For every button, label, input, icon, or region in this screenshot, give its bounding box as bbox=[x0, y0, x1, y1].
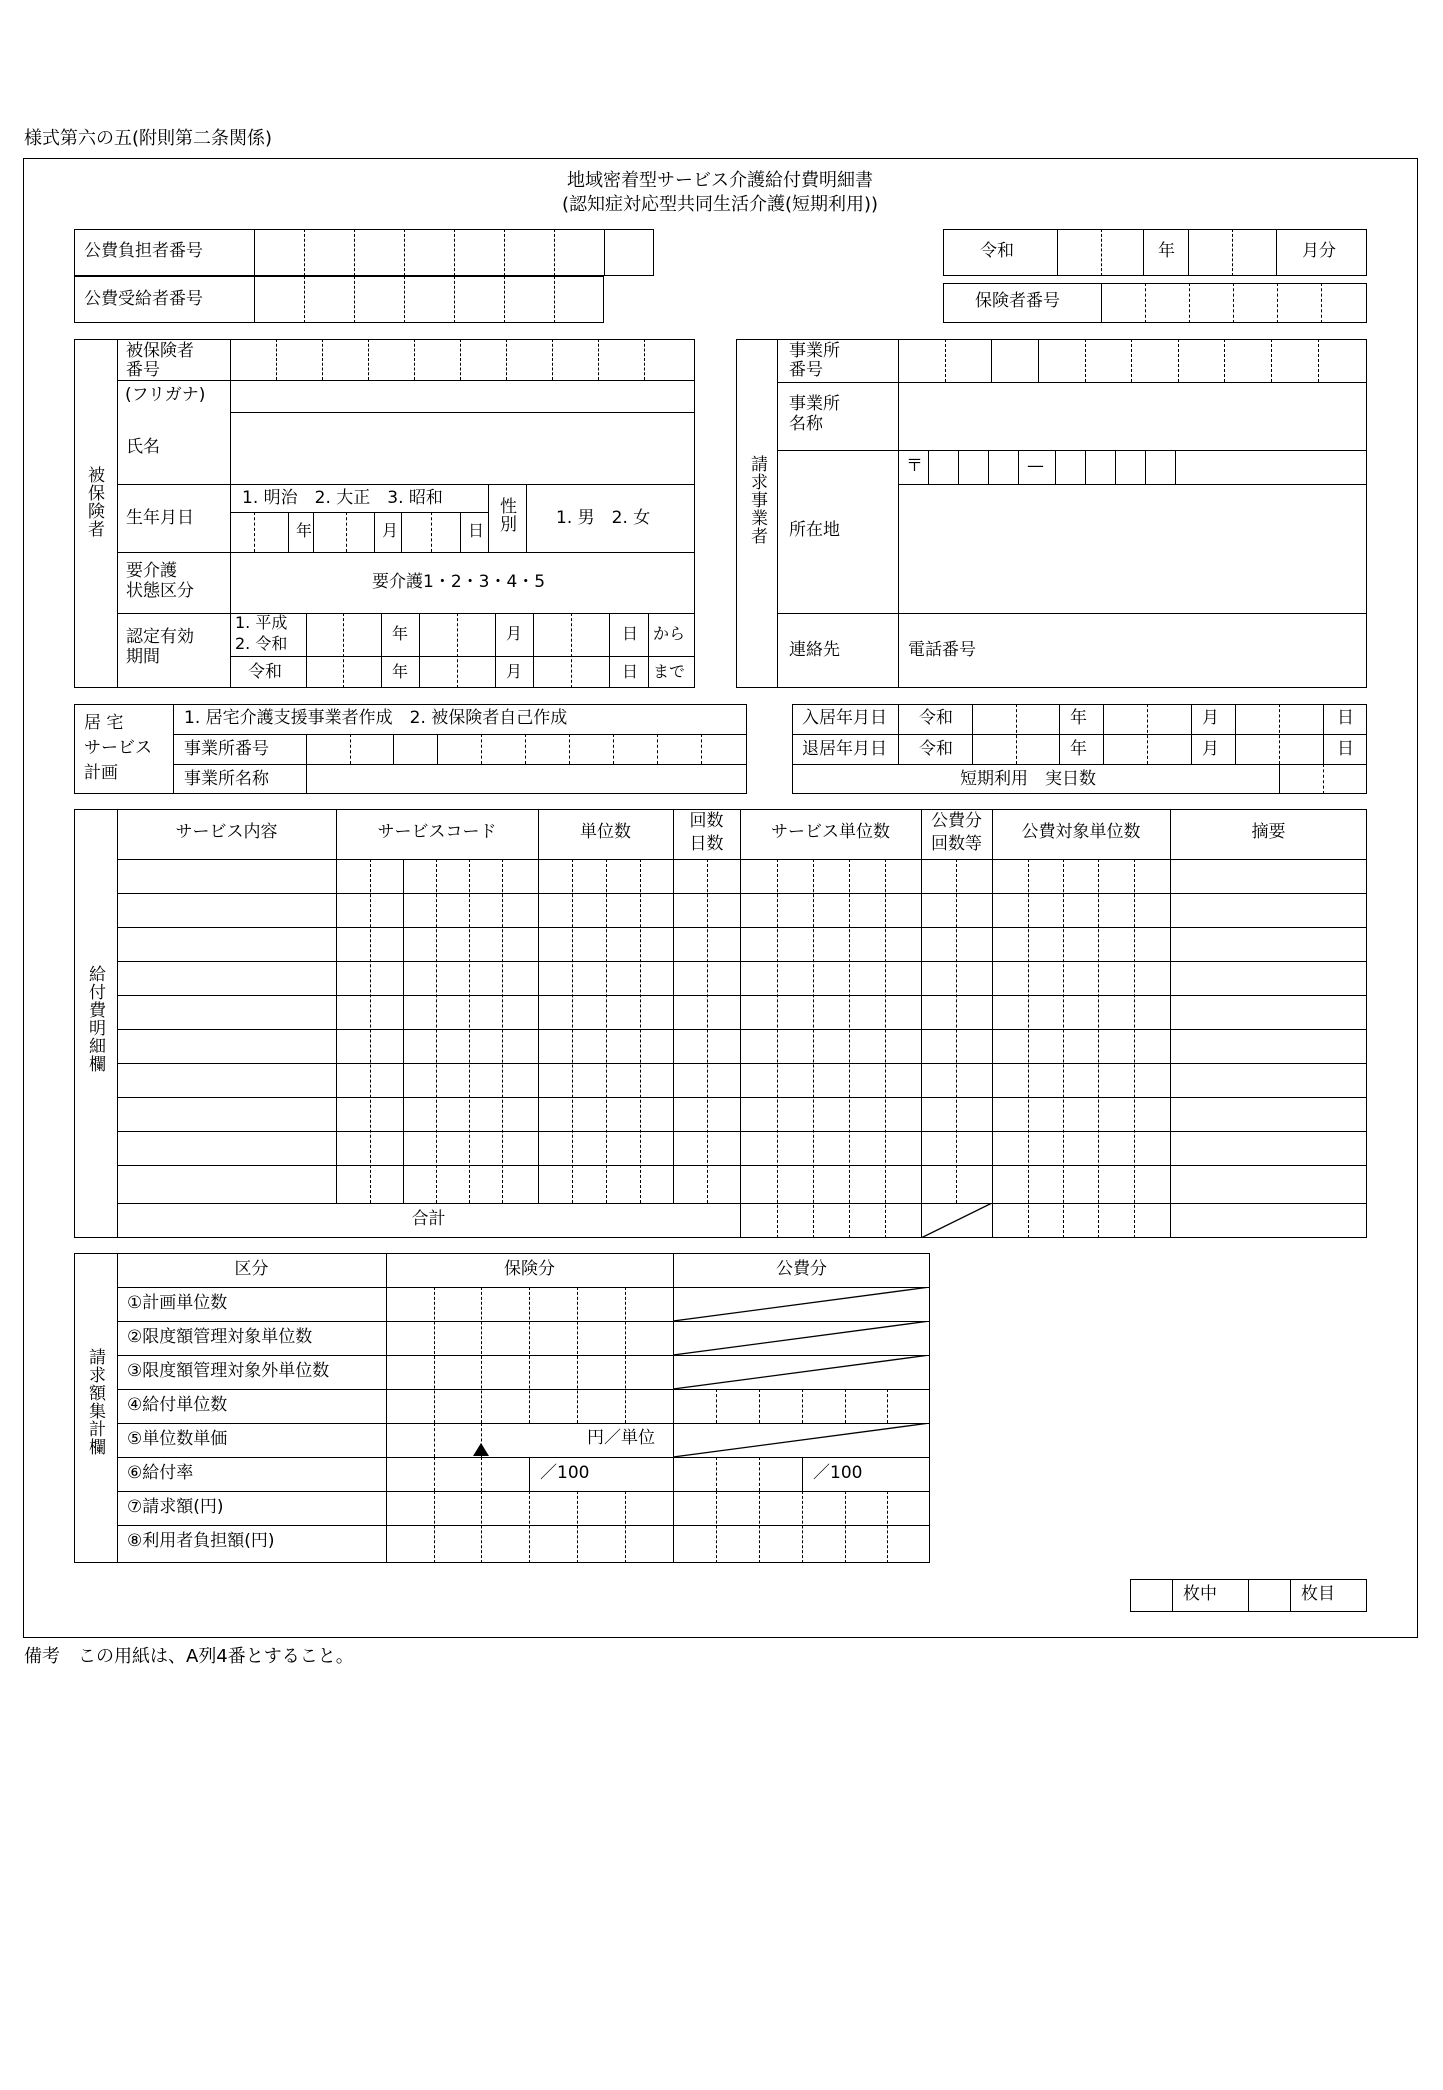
care-plan-label-1: 居 宅 bbox=[84, 713, 124, 733]
form-title: 地域密着型サービス介護給付費明細書 bbox=[567, 170, 873, 191]
care-level-value: 要介護1・2・3・4・5 bbox=[372, 572, 546, 592]
discharge-month-unit: 月 bbox=[1202, 739, 1219, 759]
form-note: 備考 この用紙は、A列4番とすること。 bbox=[24, 1646, 354, 1667]
total-label: 合計 bbox=[411, 1209, 446, 1229]
col-service-units: サービス単位数 bbox=[771, 822, 890, 842]
cert-era-3: 令和 bbox=[248, 662, 282, 682]
contact-label: 連絡先 bbox=[789, 640, 840, 660]
birth-year-unit: 年 bbox=[296, 521, 313, 540]
era-label: 令和 bbox=[980, 241, 1014, 261]
furigana-label: (フリガナ) bbox=[125, 385, 206, 405]
admission-day-unit: 日 bbox=[1337, 708, 1354, 728]
yen-per-unit-label: 円／単位 bbox=[587, 1428, 655, 1448]
billing-col-insurance: 保険分 bbox=[504, 1259, 555, 1279]
cert-from-month-unit: 月 bbox=[506, 624, 523, 643]
gender-label: 性別 bbox=[496, 497, 516, 533]
public-row3-diagonal bbox=[673, 1355, 930, 1389]
gender-options: 1. 男 2. 女 bbox=[556, 508, 651, 528]
public-row2-diagonal bbox=[673, 1321, 930, 1355]
col-times-2: 日数 bbox=[689, 834, 724, 854]
cert-from-day-unit: 日 bbox=[622, 624, 639, 643]
public-row1-diagonal bbox=[673, 1287, 930, 1321]
col-units: 単位数 bbox=[580, 822, 631, 842]
public-rate-per100: ／100 bbox=[813, 1463, 863, 1483]
col-times-1: 回数 bbox=[689, 811, 724, 831]
discharge-era: 令和 bbox=[919, 739, 953, 759]
col-service-content: サービス内容 bbox=[175, 822, 278, 842]
short-term-days-label: 短期利用 実日数 bbox=[960, 769, 1096, 789]
billing-row-label: ④給付単位数 bbox=[127, 1395, 228, 1415]
col-service-code: サービスコード bbox=[377, 822, 497, 842]
postal-dash: — bbox=[1027, 456, 1044, 476]
care-plan-label-2: サービス bbox=[84, 738, 152, 758]
billing-row-label: ①計画単位数 bbox=[127, 1293, 228, 1313]
form-subtitle: (認知症対応型共同生活介護(短期利用)) bbox=[561, 194, 879, 215]
care-level-label-2: 状態区分 bbox=[126, 581, 194, 601]
year-label: 年 bbox=[1158, 241, 1175, 261]
admission-year-unit: 年 bbox=[1070, 708, 1087, 728]
insured-section-label: 被保険者 bbox=[84, 466, 104, 538]
billing-col-category: 区分 bbox=[234, 1259, 269, 1279]
insured-number-label-1: 被保険者 bbox=[126, 341, 194, 361]
birth-day-unit: 日 bbox=[468, 521, 485, 540]
care-level-label-1: 要介護 bbox=[126, 561, 177, 581]
billing-row-label: ②限度額管理対象単位数 bbox=[127, 1327, 313, 1347]
office-no-label-1: 事業所 bbox=[789, 341, 840, 361]
office-no-label-2: 番号 bbox=[789, 360, 823, 380]
discharge-day-unit: 日 bbox=[1337, 739, 1354, 759]
care-plan-office-no-label: 事業所番号 bbox=[184, 739, 269, 759]
billing-row-label: ⑧利用者負担額(円) bbox=[127, 1531, 275, 1551]
cert-period-label-1: 認定有効 bbox=[126, 627, 194, 647]
name-label: 氏名 bbox=[126, 437, 160, 457]
postal-mark: 〒 bbox=[906, 456, 923, 476]
cert-era-1: 1. 平成 bbox=[235, 613, 288, 632]
discharge-year-unit: 年 bbox=[1070, 739, 1087, 759]
billing-row-label: ⑤単位数単価 bbox=[127, 1429, 228, 1449]
birthdate-label: 生年月日 bbox=[126, 508, 194, 528]
birth-month-unit: 月 bbox=[382, 521, 399, 540]
birth-era-options: 1. 明治 2. 大正 3. 昭和 bbox=[242, 488, 443, 508]
insurance-rate-per100: ／100 bbox=[540, 1463, 590, 1483]
cert-from-year-unit: 年 bbox=[392, 624, 409, 643]
sheet-of-label: 枚中 bbox=[1183, 1584, 1217, 1604]
form-id: 様式第六の五(附則第二条関係) bbox=[24, 128, 273, 149]
office-name-label-1: 事業所 bbox=[789, 394, 840, 414]
insurer-no-label: 保険者番号 bbox=[975, 291, 1060, 311]
detail-section-label: 給付費明細欄 bbox=[85, 965, 105, 1073]
decimal-marker-icon bbox=[472, 1443, 490, 1457]
provider-section-label: 請求事業者 bbox=[747, 455, 767, 545]
month-portion-label: 月分 bbox=[1302, 241, 1336, 261]
cert-until-month-unit: 月 bbox=[506, 662, 523, 681]
discharge-label: 退居年月日 bbox=[802, 739, 887, 759]
billing-row-label: ⑦請求額(円) bbox=[127, 1497, 224, 1517]
public-recipient-no-label: 公費受給者番号 bbox=[84, 289, 203, 309]
col-pub-units: 公費対象単位数 bbox=[1021, 822, 1141, 842]
billing-section-label: 請求額集計欄 bbox=[85, 1348, 105, 1456]
total-diagonal bbox=[921, 1203, 992, 1238]
insured-number-label-2: 番号 bbox=[126, 360, 160, 380]
address-label: 所在地 bbox=[789, 520, 840, 540]
cert-period-label-2: 期間 bbox=[126, 647, 160, 667]
care-plan-office-name-label: 事業所名称 bbox=[184, 769, 269, 789]
cert-until-label: まで bbox=[653, 662, 686, 681]
care-plan-options: 1. 居宅介護支援事業者作成 2. 被保険者自己作成 bbox=[184, 708, 568, 728]
col-remarks: 摘要 bbox=[1251, 822, 1286, 842]
office-name-label-2: 名称 bbox=[789, 414, 823, 434]
care-plan-label-3: 計画 bbox=[84, 763, 118, 783]
cert-until-day-unit: 日 bbox=[622, 662, 639, 681]
col-pub-times-1: 公費分 bbox=[931, 811, 982, 831]
cert-until-year-unit: 年 bbox=[392, 662, 409, 681]
admission-month-unit: 月 bbox=[1202, 708, 1219, 728]
admission-label: 入居年月日 bbox=[802, 708, 887, 728]
billing-row-label: ③限度額管理対象外単位数 bbox=[127, 1361, 330, 1381]
billing-row-label: ⑥給付率 bbox=[127, 1463, 194, 1483]
public-payer-no-label: 公費負担者番号 bbox=[84, 241, 203, 261]
col-pub-times-2: 回数等 bbox=[931, 834, 982, 854]
cert-from-label: から bbox=[653, 624, 686, 643]
billing-col-public: 公費分 bbox=[776, 1259, 827, 1279]
sheet-nth-label: 枚目 bbox=[1301, 1584, 1335, 1604]
cert-era-2: 2. 令和 bbox=[235, 634, 288, 653]
phone-label: 電話番号 bbox=[908, 640, 976, 660]
public-row5-diagonal bbox=[673, 1423, 930, 1457]
admission-era: 令和 bbox=[919, 708, 953, 728]
